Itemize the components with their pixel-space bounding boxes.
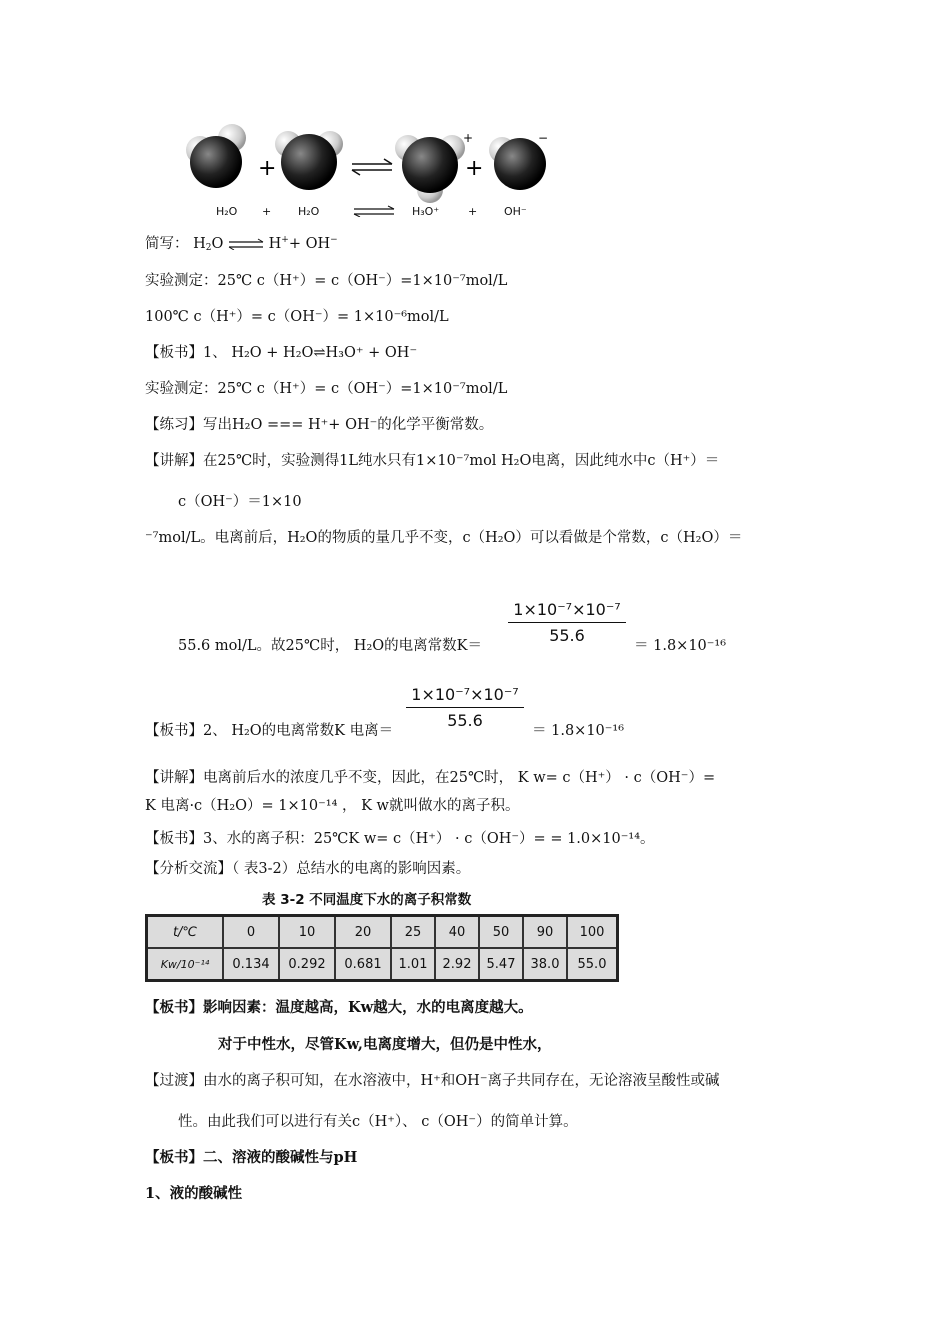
h2o-molecule-2 xyxy=(275,131,343,190)
label-plus-2: + xyxy=(468,205,478,218)
h2o-molecule-1 xyxy=(186,124,246,188)
lecture-1-cont: c（OH⁻）＝1×10 xyxy=(178,494,302,510)
table-caption: 表 3-2 不同温度下水的离子积常数 xyxy=(262,892,472,908)
equilibrium-arrow-icon xyxy=(228,238,264,250)
equilibrium-arrows-icon xyxy=(352,159,392,175)
label-plus-1: + xyxy=(262,205,272,218)
svg-text:+: + xyxy=(465,156,484,181)
subsection-1: 1、液的酸碱性 xyxy=(145,1185,243,1202)
label-h3o: H₃O⁺ xyxy=(412,205,440,218)
measurement-100c: 100℃ c（H⁺）= c（OH⁻）= 1×10⁻⁶mol/L xyxy=(145,309,449,325)
board-2-result: ＝ 1.8×10⁻¹⁶ xyxy=(532,723,625,739)
measurement-25c: 实验测定：25℃ c（H⁺）= c（OH⁻）=1×10⁻⁷mol/L xyxy=(145,273,508,289)
h3o-molecule xyxy=(395,135,465,203)
label-equilibrium-arrows-icon xyxy=(352,205,396,217)
kw-table xyxy=(145,914,619,982)
lecture-1-cont-2: ⁻⁷mol/L。电离前后，H₂O的物质的量几乎不变，c（H₂O）可以看做是个常数，c（H₂O）＝ xyxy=(145,530,743,546)
analysis: 【分析交流】（ 表3-2）总结水的电离的影响因素。 xyxy=(145,861,471,877)
fraction-1: 1×10⁻⁷×10⁻⁷ 55.6 xyxy=(508,600,626,645)
table-row: Kw/10⁻¹⁴ 0.134 0.292 0.681 1.01 2.92 5.47 38.0 55.0 xyxy=(147,948,618,981)
ionization-constant-result: ＝ 1.8×10⁻¹⁶ xyxy=(634,638,727,654)
svg-text:+: + xyxy=(258,156,277,181)
measurement-25c-2: 实验测定：25℃ c（H⁺）= c（OH⁻）=1×10⁻⁷mol/L xyxy=(145,381,508,397)
board-1: 【板书】1、 H₂O + H₂O⇌H₃O⁺ + OH⁻ xyxy=(145,345,418,361)
shorthand-line: 简写： $H_2O$ H++ OH− xyxy=(145,235,338,253)
board-3: 【板书】3、水的离子积：25℃K w= c（H⁺） · c（OH⁻）= = 1.0×10⁻¹⁴。 xyxy=(145,831,655,847)
board-factors-cont: 对于中性水，尽管Kw,电离度增大，但仍是中性水， xyxy=(218,1036,552,1053)
charge-plus: + xyxy=(463,131,474,145)
table-row: t/℃ 0 10 20 25 40 50 90 100 xyxy=(147,916,618,949)
fraction-2: 1×10⁻⁷×10⁻⁷ 55.6 xyxy=(406,685,524,730)
transition: 【过渡】由水的离子积可知，在水溶液中，H⁺和OH⁻离子共同存在，无论溶液呈酸性或碱 xyxy=(145,1073,720,1089)
board-2: 【板书】2、 H₂O的电离常数K 电离＝ xyxy=(145,723,394,739)
label-h2o-2: H₂O xyxy=(298,205,320,218)
board-factors: 【板书】影响因素：温度越高，Kw越大，水的电离度越大。 xyxy=(145,999,533,1016)
exercise: 【练习】写出H₂O === H⁺+ OH⁻的化学平衡常数。 xyxy=(145,417,494,433)
label-oh: OH⁻ xyxy=(504,205,527,218)
label-h2o-1: H₂O xyxy=(216,205,238,218)
lecture-2: 【讲解】电离前后水的浓度几乎不变，因此，在25℃时， K w= c（H⁺） · c（OH⁻）= xyxy=(145,770,716,786)
ionization-constant-line: 55.6 mol/L。故25℃时， H₂O的电离常数K＝ xyxy=(178,638,482,654)
lecture-2-cont: K 电离·c（H₂O）= 1×10⁻¹⁴ ， K w就叫做水的离子积。 xyxy=(145,798,520,814)
lecture-1: 【讲解】在25℃时，实验测得1L纯水只有1×10⁻⁷mol H₂O电离，因此纯水中c（H⁺）＝ xyxy=(145,453,720,469)
charge-minus: − xyxy=(538,131,549,145)
transition-cont: 性。由此我们可以进行有关c（H⁺）、 c（OH⁻）的简单计算。 xyxy=(178,1114,578,1130)
board-section-2: 【板书】二、溶液的酸碱性与pH xyxy=(145,1149,358,1166)
